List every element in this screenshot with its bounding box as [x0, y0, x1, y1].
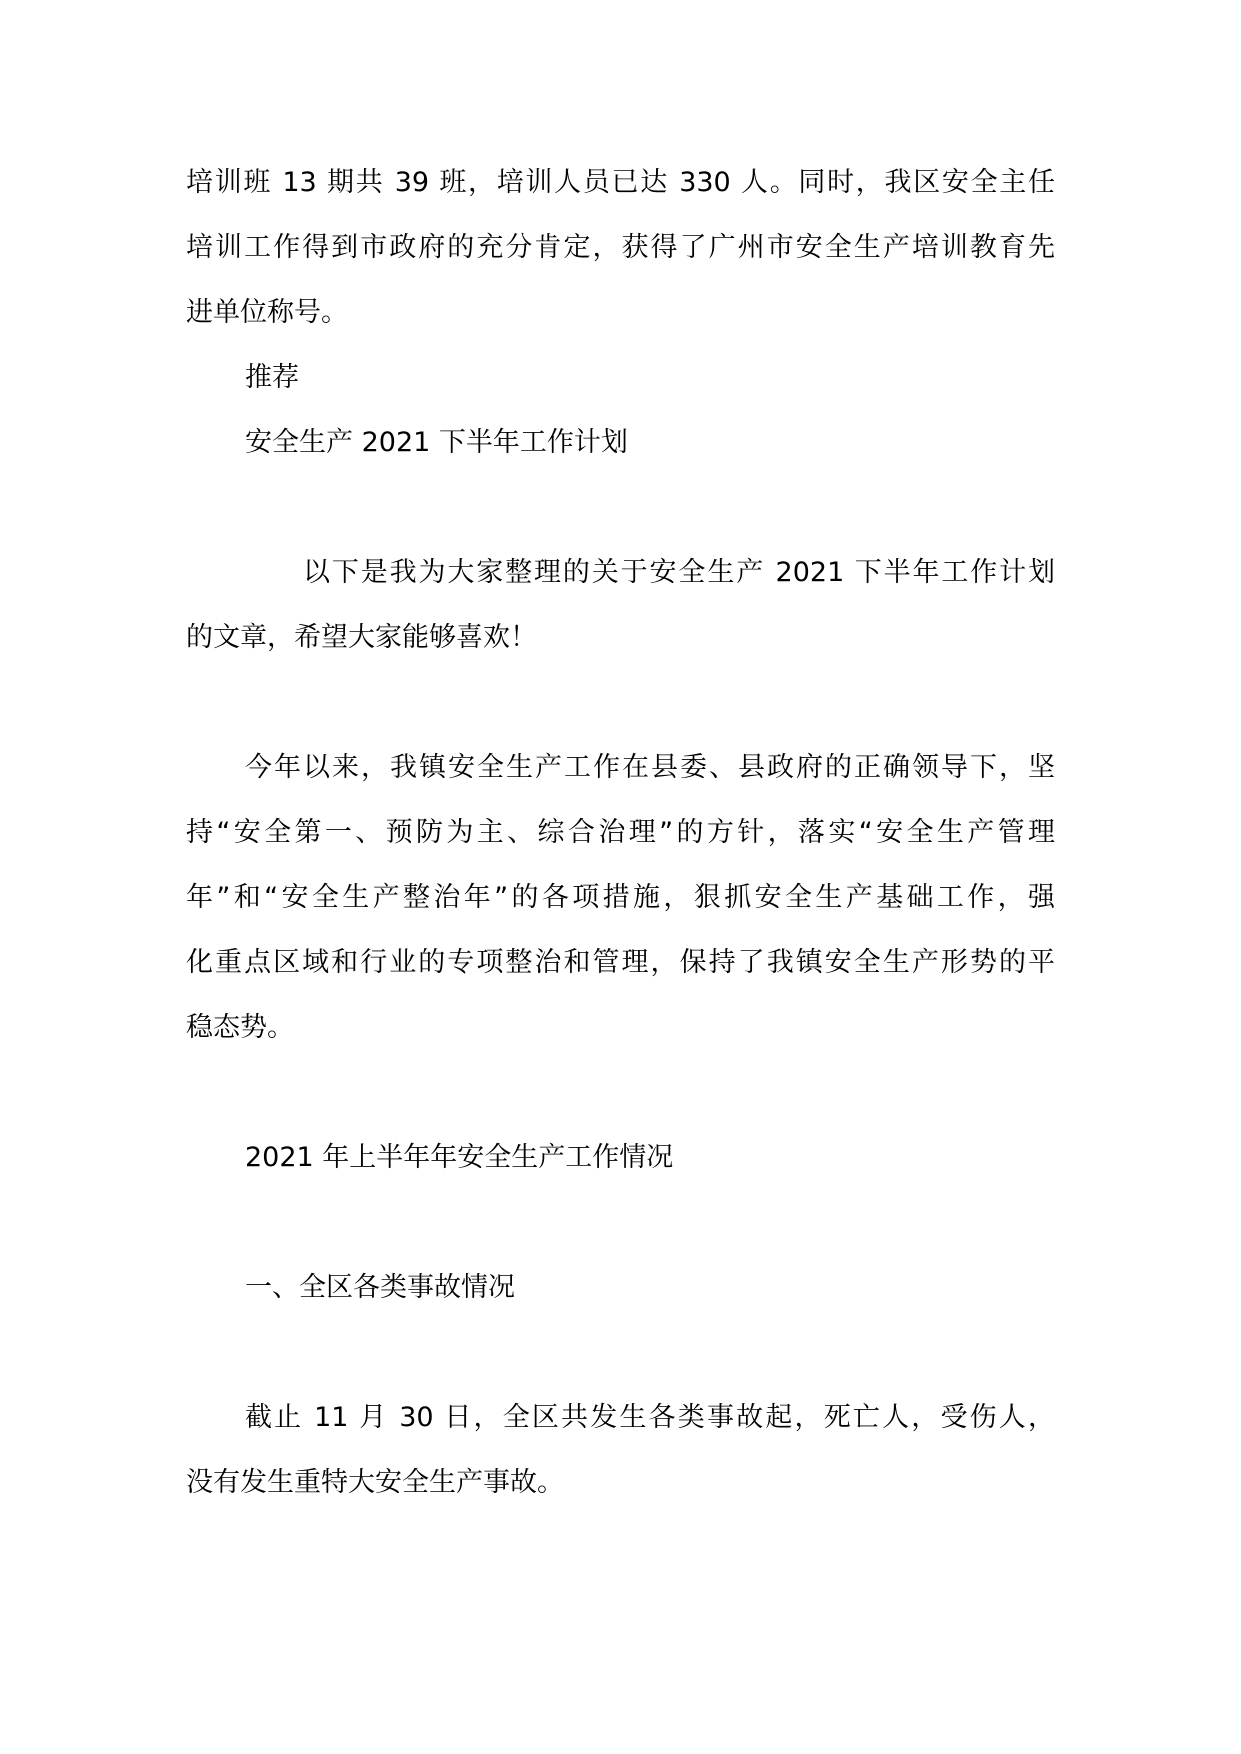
intro-line-2: 的文章，希望大家能够喜欢！	[186, 622, 537, 653]
paragraph-2-line-5: 稳态势。	[186, 1012, 294, 1043]
paragraph-2-line-3: 年”和“安全生产整治年”的各项措施，狠抓安全生产基础工作，强	[186, 882, 1055, 913]
intro-line-1: 以下是我为大家整理的关于安全生产 2021 下半年工作计划	[303, 557, 1055, 588]
paragraph-3-line-2: 没有发生重特大安全生产事故。	[186, 1467, 564, 1498]
paragraph-1-line-1: 培训班 13 期共 39 班，培训人员已达 330 人。同时，我区安全主任	[186, 167, 1055, 198]
recommend-label: 推荐	[245, 362, 299, 393]
paragraph-2-line-4: 化重点区域和行业的专项整治和管理，保持了我镇安全生产形势的平	[186, 947, 1055, 978]
paragraph-2-line-2: 持“安全第一、预防为主、综合治理”的方针，落实“安全生产管理	[186, 817, 1055, 848]
article-title: 安全生产 2021 下半年工作计划	[245, 427, 628, 458]
paragraph-2-line-1: 今年以来，我镇安全生产工作在县委、县政府的正确领导下，坚	[245, 752, 1055, 783]
paragraph-1-line-3: 进单位称号。	[186, 297, 348, 328]
subsection-heading: 一、全区各类事故情况	[245, 1272, 515, 1303]
paragraph-3-line-1: 截止 11 月 30 日，全区共发生各类事故起，死亡人，受伤人，	[245, 1402, 1055, 1433]
section-heading: 2021 年上半年年安全生产工作情况	[245, 1142, 674, 1173]
paragraph-1-line-2: 培训工作得到市政府的充分肯定，获得了广州市安全生产培训教育先	[186, 232, 1055, 263]
